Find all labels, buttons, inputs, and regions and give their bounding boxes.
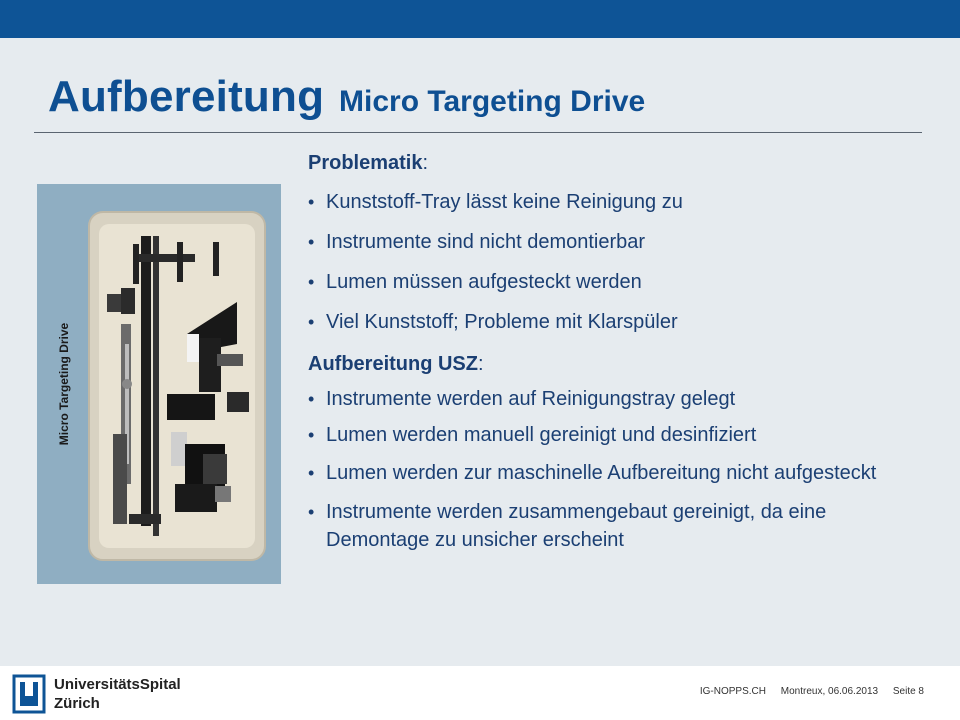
footer-org: IG-NOPPS.CH xyxy=(699,686,766,697)
photo-caption: Micro Targeting Drive xyxy=(57,322,71,446)
aufbereitung-list xyxy=(308,387,928,554)
title-divider xyxy=(34,132,922,133)
logo-line-1: UniversitätsSpital xyxy=(54,676,181,693)
footer-meta xyxy=(700,686,924,697)
list-item: • Lumen werden manuell gereinigt und desinfiziert xyxy=(308,423,928,448)
section-heading-label: Problematik xyxy=(308,152,423,174)
tray-illustration xyxy=(37,184,281,584)
list-item: • Lumen müssen aufgesteckt werden xyxy=(308,270,928,295)
slide-title-main: Aufbereitung xyxy=(48,72,325,121)
section-heading-label: Aufbereitung USZ xyxy=(308,353,478,375)
list-item: • Instrumente sind nicht demontierbar xyxy=(308,230,928,255)
usz-logo-text xyxy=(54,675,181,713)
list-item: • Instrumente werden auf Reinigungstray gelegt xyxy=(308,387,928,412)
heading-colon: : xyxy=(422,152,429,174)
slide-content xyxy=(308,152,928,554)
list-item: • Kunststoff-Tray lässt keine Reinigung zu xyxy=(308,190,928,215)
list-item: • Lumen werden zur maschinelle Aufbereitung nicht aufgesteckt xyxy=(308,459,928,487)
slide-title xyxy=(48,72,645,122)
footer xyxy=(0,666,960,720)
section-heading-problematik xyxy=(308,152,928,175)
instrument-tray-photo xyxy=(37,184,281,584)
usz-logo-icon xyxy=(12,672,48,716)
list-item: • Instrumente werden zusammengebaut gereinigt, da eine Demontage zu unsicher erscheint xyxy=(308,498,928,554)
problematik-list xyxy=(308,190,928,335)
footer-place-date: Montreux, 06.06.2013 xyxy=(780,686,879,697)
footer-page-number: Seite 8 xyxy=(892,686,924,697)
heading-colon: : xyxy=(478,353,484,375)
slide-title-sub: Micro Targeting Drive xyxy=(339,85,646,118)
section-heading-aufbereitung-usz xyxy=(308,353,928,376)
logo-line-2: Zürich xyxy=(54,695,100,712)
top-header-bar xyxy=(0,0,960,38)
list-item: • Viel Kunststoff; Probleme mit Klarspüler xyxy=(308,310,928,335)
